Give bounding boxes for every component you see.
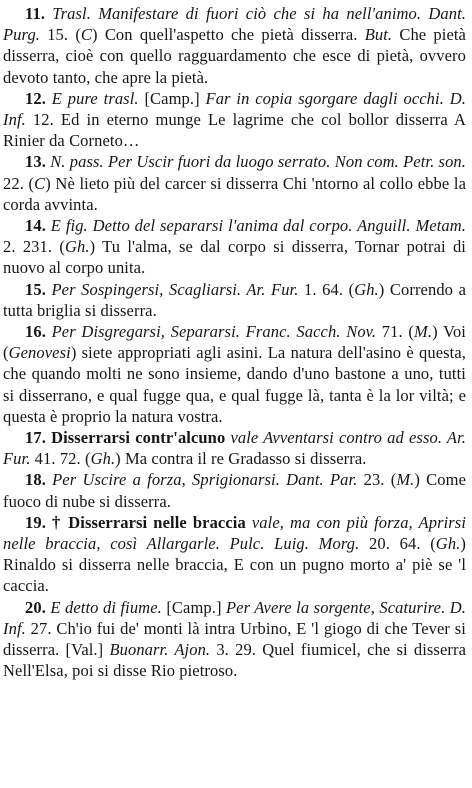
entry-text-segment: vale, ma con più forza, Aprirsi nelle braccia, così Allargarle. Pulc. Luig. Morg.	[3, 512, 466, 554]
dictionary-page	[3, 3, 466, 682]
entry-text-segment: Che pietà disserra, cioè con quello ragguardamento che esce di pietà, ovvero devoto tanto, che apre la pietà.	[3, 25, 466, 87]
entry-text-segment: ) Nè lieto più del carcer si disserra Chi 'ntorno al collo ebbe la corda avvinta.	[3, 173, 466, 214]
entry-text-segment: 3. 29. Quel fiumicel, che si disserra Nell'Elsa, poi si disse Rio pietroso.	[3, 640, 466, 681]
entry-text-segment: C	[80, 25, 93, 45]
entry-text-segment: C	[34, 173, 46, 193]
entry-text-segment: Gh.	[354, 279, 379, 299]
entry-number: 14.	[25, 216, 51, 236]
entry-text-segment: Per Avere la sorgente, Scaturire. D. Inf.	[3, 597, 466, 638]
entry-text-segment: 2. 231. (	[3, 237, 65, 257]
entry-number: 18.	[25, 470, 53, 490]
entry-15	[3, 279, 466, 321]
entry-number: 16.	[25, 322, 52, 342]
entry-text-segment: 23. (	[357, 470, 397, 490]
entry-text-segment: Buonarr. Ajon.	[109, 640, 211, 660]
entry-text-segment: ) Rinaldo si disserra nelle braccia, E con un pugno morto a' piè se 'l caccia.	[3, 534, 466, 596]
entry-text-segment: 1. 64. (	[298, 279, 355, 299]
entry-number: 17. Disserrarsi contr'alcuno	[25, 428, 231, 448]
entry-17	[3, 427, 466, 469]
entry-text-segment: Gh.	[90, 449, 116, 469]
entry-text-segment: ) Ma contra il re Gradasso si disserra.	[115, 449, 367, 469]
entry-text-segment: Gh.	[64, 237, 90, 257]
entry-text-segment: Per Sospingersi, Scagliarsi. Ar. Fur.	[51, 279, 299, 299]
entry-text-segment: 12. Ed in eterno munge Le lagrime che col bollor disserra A Rinier da Corneto…	[3, 110, 466, 151]
entry-text-segment: ) Correndo a tutta briglia si disserra.	[3, 279, 466, 320]
entry-20	[3, 597, 466, 682]
entry-text-segment: N. pass. Per Uscir fuori da luogo serrato. Non com. Petr. son.	[50, 152, 466, 172]
entry-text-segment: 27. Ch'io fui de' monti là intra Urbino, E 'l giogo di che Tever si disserra. [Val.]	[3, 618, 466, 660]
entry-text-segment: Far in copia sgorgare dagli occhi. D. Inf.	[3, 88, 466, 130]
entry-text-segment: E detto di fiume.	[50, 597, 162, 617]
entry-text-segment: Genovesi	[8, 343, 71, 363]
entry-13	[3, 151, 466, 215]
entry-number: 13.	[25, 152, 51, 172]
entry-18	[3, 469, 466, 511]
entry-text-segment: E pure trasl.	[51, 88, 139, 108]
entry-text-segment: [Camp.]	[138, 88, 206, 108]
entry-text-segment: ) Come fuoco di nube si disserra.	[3, 470, 466, 511]
entry-text-segment: ) Con quell'aspetto che pietà disserra.	[92, 25, 365, 45]
entry-text-segment: ) siete appropriati agli asini. La natura dell'asino è questa, che quando molti ne sono insieme, dando d'uno bastone a uno, tutti si disserrano, e qual fugge qua, e qual fugge là, tanta è la lor viltà; e questa è proprio la natura vostra.	[3, 343, 466, 426]
entry-text-segment: ) Voi (	[3, 322, 466, 363]
entry-text-segment: 20. 64. (	[359, 534, 436, 554]
entry-text-segment: 41. 72. (	[30, 449, 91, 469]
entry-text-segment: ) Tu l'alma, se dal corpo si disserra, Tornar potrai di nuovo al corpo unita.	[3, 237, 466, 278]
entry-text-segment: 15. (	[40, 25, 81, 45]
entry-text-segment: Per Uscire a forza, Sprigionarsi. Dant. Par.	[52, 470, 358, 490]
entry-text-segment: Trasl. Manifestare di fuori ciò che si ha nell'animo. Dant. Purg.	[3, 4, 466, 45]
entry-number: 11.	[25, 4, 53, 23]
entry-text-segment: But.	[364, 25, 393, 45]
entry-text-segment: M.	[414, 322, 433, 342]
entry-text-segment: M.	[396, 470, 415, 490]
entry-14	[3, 215, 466, 279]
entry-text-segment: Per Disgregarsi, Separarsi. Franc. Sacch. Nov.	[51, 322, 377, 342]
entry-text-segment: vale Avventarsi contro ad esso. Ar. Fur.	[3, 428, 466, 469]
entry-number: 12.	[25, 88, 52, 108]
entry-number: 19. † Disserrarsi nelle braccia	[25, 512, 252, 532]
entry-text-segment: E fig. Detto del separarsi l'anima dal corpo. Anguill. Metam.	[50, 216, 466, 236]
entry-number: 20.	[25, 597, 51, 617]
entry-number: 15.	[25, 279, 52, 299]
entry-text-segment: Gh.	[435, 534, 461, 554]
entry-12	[3, 88, 466, 152]
entry-text-segment: [Camp.]	[161, 597, 226, 617]
entry-11	[3, 3, 466, 88]
entry-text-segment: 22. (	[3, 173, 35, 193]
entry-19	[3, 512, 466, 597]
entry-16	[3, 321, 466, 427]
entry-text-segment: 71. (	[376, 322, 414, 342]
